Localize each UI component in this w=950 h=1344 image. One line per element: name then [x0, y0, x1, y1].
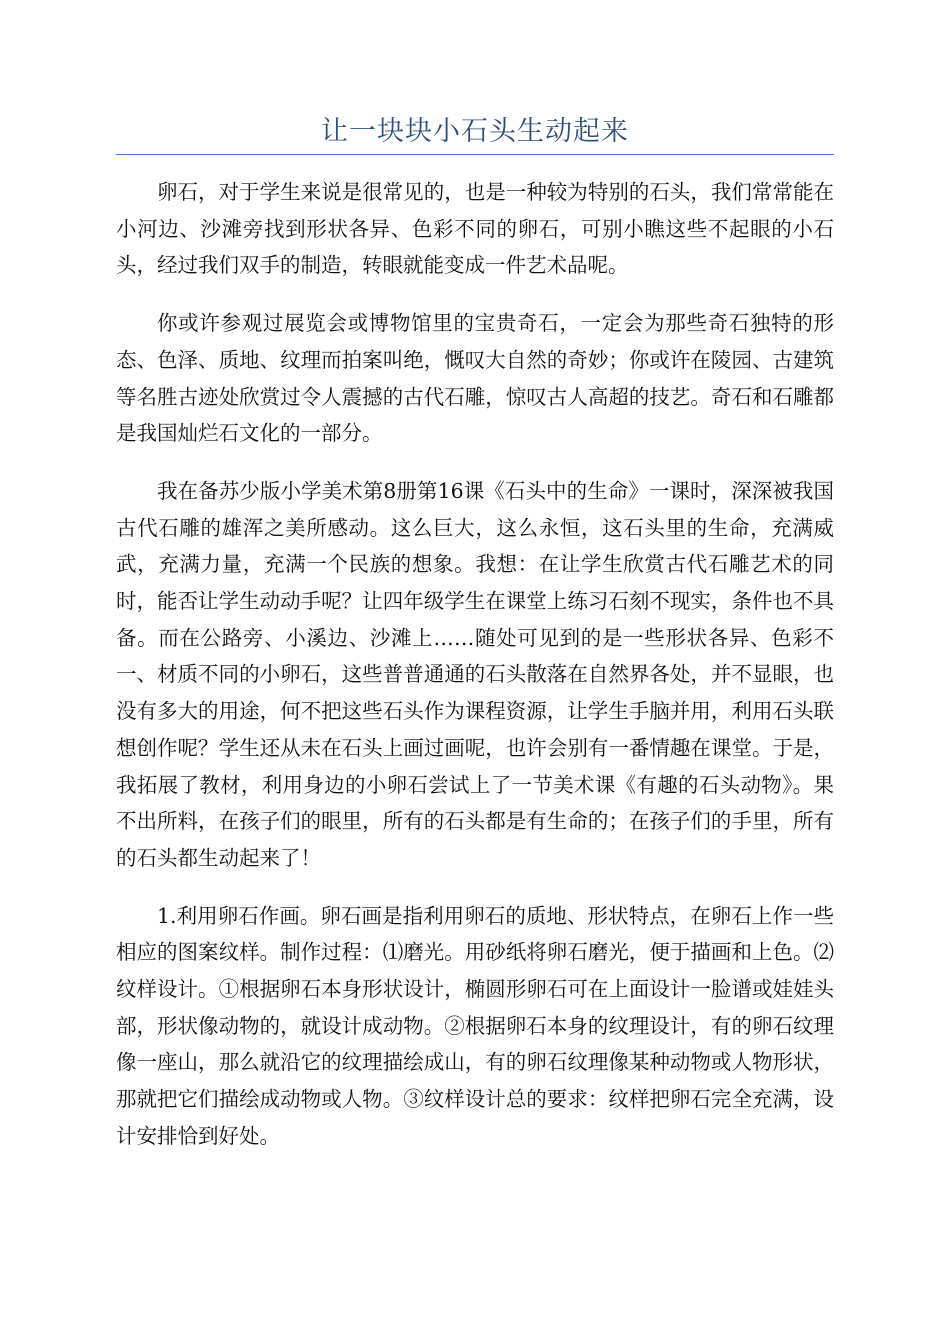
- paragraph-lesson-background: 我在备苏少版小学美术第8册第16课《石头中的生命》一课时，深深被我国古代石雕的雄浑之美所感动。这么巨大，这么永恒，这石头里的生命，充满威武，充满力量，充满一个民族的想象。我想：在让学生欣赏古代石雕艺术的同时，能否让学生动动手呢？让四年级学生在课堂上练习石刻不现实，条件也不具备。而在公路旁、小溪边、沙滩上……随处可见到的是一些形状各异、色彩不一、材质不同的小卵石，这些普普通通的石头散落在自然界各处，并不显眼，也没有多大的用途，何不把这些石头作为课程资源，让学生手脑并用，利用石头联想创作呢？学生还从未在石头上画过画呢，也许会别有一番情趣在课堂。于是，我拓展了教材，利用身边的小卵石尝试上了一节美术课《有趣的石头动物》。果不出所料，在孩子们的眼里，所有的石头都是有生命的；在孩子们的手里，所有的石头都生动起来了！: [116, 478, 834, 870]
- paragraph-pebble-painting: 1.利用卵石作画。卵石画是指利用卵石的质地、形状特点，在卵石上作一些相应的图案纹样。制作过程：⑴磨光。用砂纸将卵石磨光，便于描画和上色。⑵纹样设计。①根据卵石本身形状设计，椭圆形卵石可在上面设计一脸谱或娃娃头部，形状像动物的，就设计成动物。②根据卵石本身的纹理设计，有的卵石纹理像一座山，那么就沿它的纹理描绘成山，有的卵石纹理像某种动物或人物形状，那就把它们描绘成动物或人物。③纹样设计总的要求：纹样把卵石完全充满，设计安排恰到好处。: [116, 903, 834, 1148]
- title-underline: [116, 154, 834, 155]
- paragraph-intro: 卵石，对于学生来说是很常见的，也是一种较为特别的石头，我们常常能在小河边、沙滩旁找到形状各异、色彩不同的卵石，可别小瞧这些不起眼的小石头，经过我们双手的制造，转眼就能变成一件艺术品呢。: [116, 180, 834, 278]
- document-title: 让一块块小石头生动起来: [321, 116, 629, 147]
- document-body: [116, 174, 834, 1176]
- paragraph-stone-culture: 你或许参观过展览会或博物馆里的宝贵奇石，一定会为那些奇石独特的形态、色泽、质地、纹理而拍案叫绝，慨叹大自然的奇妙；你或许在陵园、古建筑等名胜古迹处欣赏过令人震撼的古代石雕，惊叹古人高超的技艺。奇石和石雕都是我国灿烂石文化的一部分。: [116, 311, 834, 446]
